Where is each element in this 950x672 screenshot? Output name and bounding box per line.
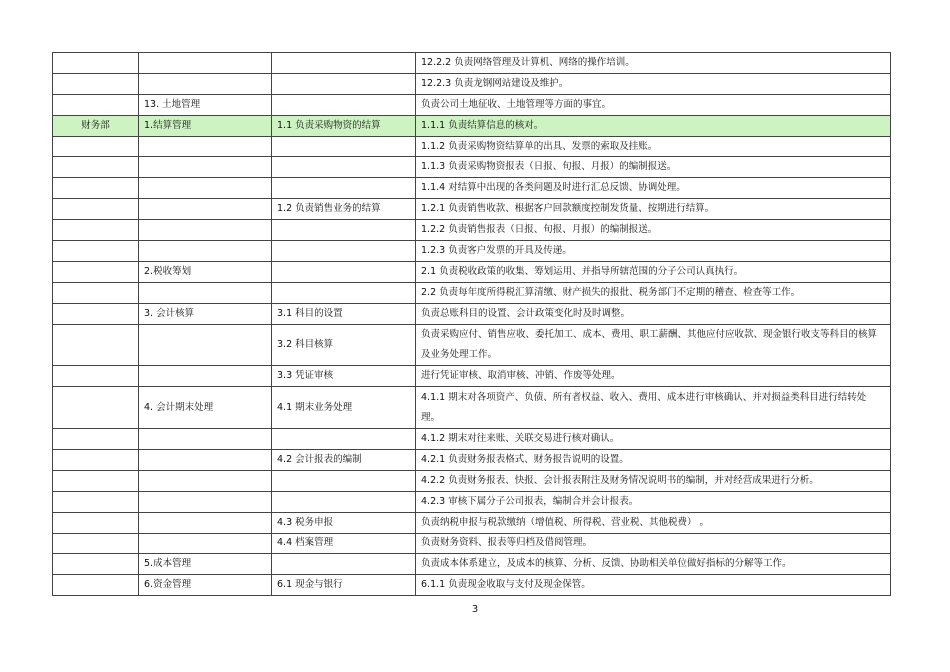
table-cell-c1: [53, 366, 139, 387]
table-cell-c4: 1.1.4 对结算中出现的各类问题及时进行汇总反馈、协调处理。: [416, 178, 891, 199]
table-cell-c1: [53, 136, 139, 157]
table-cell-c2: [139, 324, 272, 366]
table-cell-c1: [53, 199, 139, 220]
table-cell-c1: [53, 53, 139, 74]
table-row: [53, 136, 891, 157]
table-cell-c2: 1.结算管理: [139, 115, 272, 136]
table-cell-c1: [53, 94, 139, 115]
table-cell-c1: [53, 470, 139, 491]
table-cell-c4: 1.1.3 负责采购物资报表（日报、旬报、月报）的编制报送。: [416, 157, 891, 178]
table-row: [53, 575, 891, 596]
table-cell-c1: [53, 241, 139, 262]
table-cell-c1: [53, 303, 139, 324]
table-cell-c1: [53, 491, 139, 512]
table-cell-c3: 4.1 期末业务处理: [272, 387, 416, 429]
table-row: [53, 303, 891, 324]
responsibility-table: [52, 52, 891, 596]
table-row: [53, 199, 891, 220]
table-cell-c2: 4. 会计期末处理: [139, 387, 272, 429]
table-cell-c3: [272, 157, 416, 178]
table-cell-c1: [53, 512, 139, 533]
table-cell-c4: 1.2.3 负责客户发票的开具及传递。: [416, 241, 891, 262]
table-cell-c4: 6.1.1 负责现金收取与支付及现金保管。: [416, 575, 891, 596]
table-row: [53, 429, 891, 450]
table-cell-c3: 1.2 负责销售业务的结算: [272, 199, 416, 220]
table-cell-c4: 12.2.2 负责网络管理及计算机、网络的操作培训。: [416, 53, 891, 74]
table-cell-c4: 负责公司土地征收、土地管理等方面的事宜。: [416, 94, 891, 115]
table-row: [53, 366, 891, 387]
table-cell-c4: 负责采购应付、销售应收、委托加工、成本、费用、职工薪酬、其他应付应收款、现金银行收支等科目的核算及业务处理工作。: [416, 324, 891, 366]
table-cell-c4: 负责成本体系建立，及成本的核算、分析、反馈、协助相关单位做好指标的分解等工作。: [416, 554, 891, 575]
table-cell-c4: 2.2 负责每年度所得税汇算清缴、财产损失的报批、税务部门不定期的稽查、检查等工作。: [416, 282, 891, 303]
table-cell-c1: [53, 449, 139, 470]
table-cell-c1: [53, 178, 139, 199]
table-cell-c3: 4.4 档案管理: [272, 533, 416, 554]
table-cell-c3: [272, 261, 416, 282]
table-cell-c3: [272, 178, 416, 199]
table-row: [53, 261, 891, 282]
table-cell-c3: [272, 554, 416, 575]
table-cell-c1: [53, 429, 139, 450]
table-cell-c2: [139, 491, 272, 512]
table-cell-c2: [139, 73, 272, 94]
table-cell-c3: 3.3 凭证审核: [272, 366, 416, 387]
table-cell-c2: [139, 157, 272, 178]
table-cell-c2: [139, 136, 272, 157]
table-cell-c2: 6.资金管理: [139, 575, 272, 596]
page-number: 3: [471, 604, 479, 615]
table-cell-c2: [139, 429, 272, 450]
table-cell-c3: [272, 220, 416, 241]
table-row: [53, 512, 891, 533]
table-row: [53, 94, 891, 115]
table-cell-c1: [53, 554, 139, 575]
table-cell-c2: [139, 366, 272, 387]
table-cell-c4: 2.1 负责税收政策的收集、筹划运用、并指导所辖范围的分子公司认真执行。: [416, 261, 891, 282]
table-cell-c3: 4.2 会计报表的编制: [272, 449, 416, 470]
table-cell-c3: 1.1 负责采购物资的结算: [272, 115, 416, 136]
table-cell-c2: 5.成本管理: [139, 554, 272, 575]
table-cell-c1: [53, 324, 139, 366]
table-cell-c2: [139, 470, 272, 491]
table-row: [53, 533, 891, 554]
table-cell-c2: 3. 会计核算: [139, 303, 272, 324]
table-cell-c3: 6.1 现金与银行: [272, 575, 416, 596]
table-row: [53, 53, 891, 74]
table-cell-c2: [139, 241, 272, 262]
table-cell-c1: [53, 282, 139, 303]
table-row: [53, 470, 891, 491]
table-row: [53, 491, 891, 512]
table-cell-c3: [272, 429, 416, 450]
table-cell-c3: [272, 491, 416, 512]
table-cell-c3: [272, 282, 416, 303]
table-cell-c3: [272, 136, 416, 157]
table-row: [53, 554, 891, 575]
table-cell-c2: [139, 220, 272, 241]
table-row: [53, 73, 891, 94]
table-cell-c4: 4.2.1 负责财务报表格式、财务报告说明的设置。: [416, 449, 891, 470]
table-row: [53, 449, 891, 470]
table-cell-c3: [272, 94, 416, 115]
table-cell-c4: 1.1.2 负责采购物资结算单的出具、发票的索取及挂账。: [416, 136, 891, 157]
table-cell-c2: [139, 178, 272, 199]
table-cell-c3: 3.2 科目核算: [272, 324, 416, 366]
table-row: [53, 178, 891, 199]
table-cell-c3: [272, 241, 416, 262]
table-cell-c3: 3.1 科目的设置: [272, 303, 416, 324]
table-cell-c3: 4.3 税务申报: [272, 512, 416, 533]
table-cell-c1: 财务部: [53, 115, 139, 136]
table-row: [53, 241, 891, 262]
table-cell-c4: 1.2.2 负责销售报表（日报、旬报、月报）的编制报送。: [416, 220, 891, 241]
table-cell-c1: [53, 575, 139, 596]
table-cell-c3: [272, 470, 416, 491]
table-cell-c4: 1.1.1 负责结算信息的核对。: [416, 115, 891, 136]
table-cell-c2: [139, 449, 272, 470]
table-row: [53, 282, 891, 303]
table-row: [53, 324, 891, 366]
table-cell-c2: [139, 282, 272, 303]
table-cell-c4: 4.1.2 期末对往来账、关联交易进行核对确认。: [416, 429, 891, 450]
table-cell-c2: [139, 533, 272, 554]
table-row: [53, 115, 891, 136]
table-cell-c4: 4.1.1 期末对各项资产、负债、所有者权益、收入、费用、成本进行审核确认、并对损益类科目进行结转处理。: [416, 387, 891, 429]
table-cell-c1: [53, 157, 139, 178]
table-cell-c4: 4.2.2 负责财务报表、快报、会计报表附注及财务情况说明书的编制，并对经营成果进行分析。: [416, 470, 891, 491]
table-cell-c2: [139, 53, 272, 74]
table-cell-c1: [53, 533, 139, 554]
table-cell-c3: [272, 73, 416, 94]
table-cell-c2: [139, 512, 272, 533]
table-cell-c4: 进行凭证审核、取消审核、冲销、作废等处理。: [416, 366, 891, 387]
table-cell-c4: 负责总账科目的设置、会计政策变化时及时调整。: [416, 303, 891, 324]
table-cell-c4: 1.2.1 负责销售收款、根据客户回款额度控制发货量、按期进行结算。: [416, 199, 891, 220]
table-row: [53, 220, 891, 241]
table-cell-c2: 13. 土地管理: [139, 94, 272, 115]
table-row: [53, 157, 891, 178]
table-cell-c4: 负责纳税申报与税款缴纳（增值税、所得税、营业税、其他税费） 。: [416, 512, 891, 533]
table-cell-c1: [53, 387, 139, 429]
table-cell-c4: 12.2.3 负责龙钢网站建设及维护。: [416, 73, 891, 94]
table-cell-c4: 4.2.3 审核下属分子公司报表，编制合并会计报表。: [416, 491, 891, 512]
table-cell-c2: 2.税收筹划: [139, 261, 272, 282]
table-cell-c2: [139, 199, 272, 220]
table-cell-c4: 负责财务资料、报表等归档及借阅管理。: [416, 533, 891, 554]
table-cell-c1: [53, 220, 139, 241]
table-row: [53, 387, 891, 429]
table-cell-c3: [272, 53, 416, 74]
table-cell-c1: [53, 73, 139, 94]
table-cell-c1: [53, 261, 139, 282]
